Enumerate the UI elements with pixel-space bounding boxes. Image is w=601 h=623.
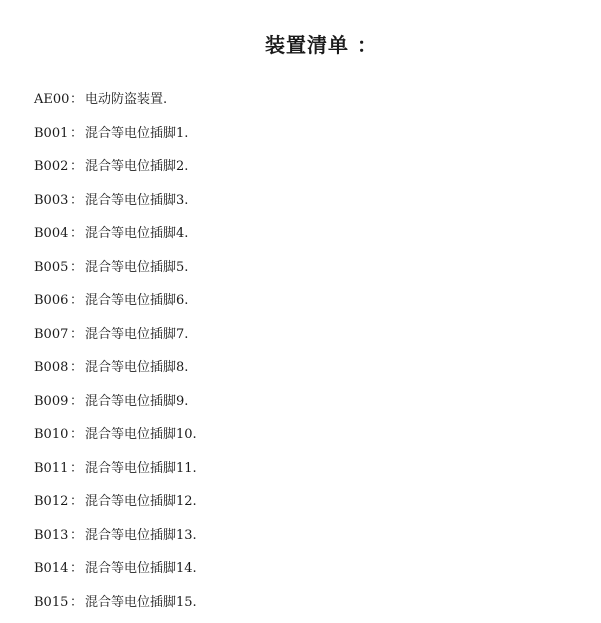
item-separator: ：	[68, 322, 85, 348]
list-item	[34, 188, 197, 222]
item-description: 电动防盗装置.	[85, 92, 167, 107]
item-code: B012	[34, 489, 68, 515]
list-item	[34, 489, 197, 523]
item-description: 混合等电位插脚13.	[85, 528, 197, 543]
item-code: AE00	[34, 87, 68, 113]
list-item	[34, 87, 197, 121]
item-description: 混合等电位插脚8.	[85, 360, 188, 375]
item-description: 混合等电位插脚3.	[85, 193, 188, 208]
item-separator: ：	[68, 154, 85, 180]
device-list	[34, 87, 197, 623]
item-description: 混合等电位插脚5.	[85, 260, 188, 275]
list-item	[34, 389, 197, 423]
item-separator: ：	[68, 355, 85, 381]
item-separator: ：	[68, 87, 85, 113]
item-separator: ：	[68, 288, 85, 314]
list-item	[34, 121, 197, 155]
item-description: 混合等电位插脚7.	[85, 327, 188, 342]
item-code: B003	[34, 188, 68, 214]
list-item	[34, 322, 197, 356]
item-separator: ：	[68, 188, 85, 214]
item-separator: ：	[68, 389, 85, 415]
item-separator: ：	[68, 121, 85, 147]
item-description: 混合等电位插脚4.	[85, 226, 188, 241]
list-item	[34, 590, 197, 623]
list-item	[34, 255, 197, 289]
list-item	[34, 456, 197, 490]
item-code: B007	[34, 322, 68, 348]
item-code: B008	[34, 355, 68, 381]
item-description: 混合等电位插脚12.	[85, 494, 197, 509]
item-description: 混合等电位插脚10.	[85, 427, 197, 442]
list-item	[34, 556, 197, 590]
item-description: 混合等电位插脚11.	[85, 461, 197, 476]
item-separator: ：	[68, 523, 85, 549]
item-description: 混合等电位插脚15.	[85, 595, 197, 610]
item-separator: ：	[68, 422, 85, 448]
item-description: 混合等电位插脚6.	[85, 293, 188, 308]
item-code: B014	[34, 556, 68, 582]
list-item	[34, 422, 197, 456]
item-separator: ：	[68, 456, 85, 482]
item-code: B011	[34, 456, 68, 482]
list-item	[34, 221, 197, 255]
list-item	[34, 523, 197, 557]
item-code: B005	[34, 255, 68, 281]
item-separator: ：	[68, 556, 85, 582]
item-code: B002	[34, 154, 68, 180]
item-code: B013	[34, 523, 68, 549]
item-code: B001	[34, 121, 68, 147]
item-code: B006	[34, 288, 68, 314]
item-code: B015	[34, 590, 68, 616]
item-description: 混合等电位插脚14.	[85, 561, 197, 576]
item-description: 混合等电位插脚1.	[85, 126, 188, 141]
item-separator: ：	[68, 221, 85, 247]
item-description: 混合等电位插脚2.	[85, 159, 188, 174]
item-separator: ：	[68, 489, 85, 515]
item-code: B004	[34, 221, 68, 247]
item-separator: ：	[68, 255, 85, 281]
list-item	[34, 154, 197, 188]
page-title: 装置清单 ：	[0, 30, 601, 60]
list-item	[34, 288, 197, 322]
item-code: B009	[34, 389, 68, 415]
item-description: 混合等电位插脚9.	[85, 394, 188, 409]
item-code: B010	[34, 422, 68, 448]
item-separator: ：	[68, 590, 85, 616]
list-item	[34, 355, 197, 389]
